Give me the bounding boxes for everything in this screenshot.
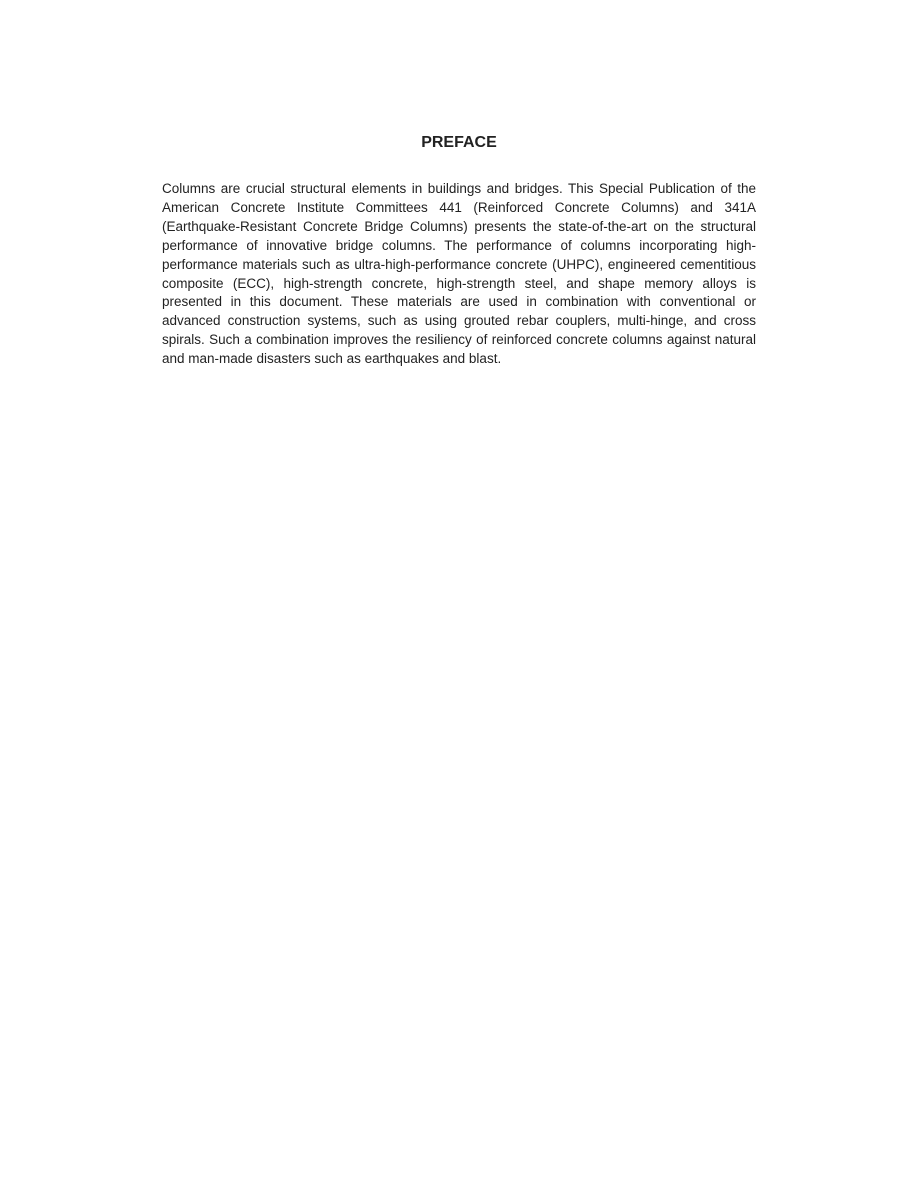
page-title: PREFACE: [421, 134, 497, 151]
preface-paragraph: Columns are crucial structural elements in buildings and bridges. This Special Publication of the American Concrete Institute Committees 441 (Reinforced Concrete Columns) and 341A (Earthquake-Resistant Concrete Bridge Columns) presents the state-of-the-art on the structural performance of innovative bridge columns. The performance of columns incorporating high-performance materials such as ultra-high-performance concrete (UHPC), engineered cementitious composite (ECC), high-strength concrete, high-strength steel, and shape memory alloys is presented in this document. These materials are used in combination with conventional or advanced construction systems, such as using grouted rebar couplers, multi-hinge, and cross spirals. Such a combination improves the resiliency of reinforced concrete columns against natural and man-made disasters such as earthquakes and blast.: [162, 181, 756, 367]
